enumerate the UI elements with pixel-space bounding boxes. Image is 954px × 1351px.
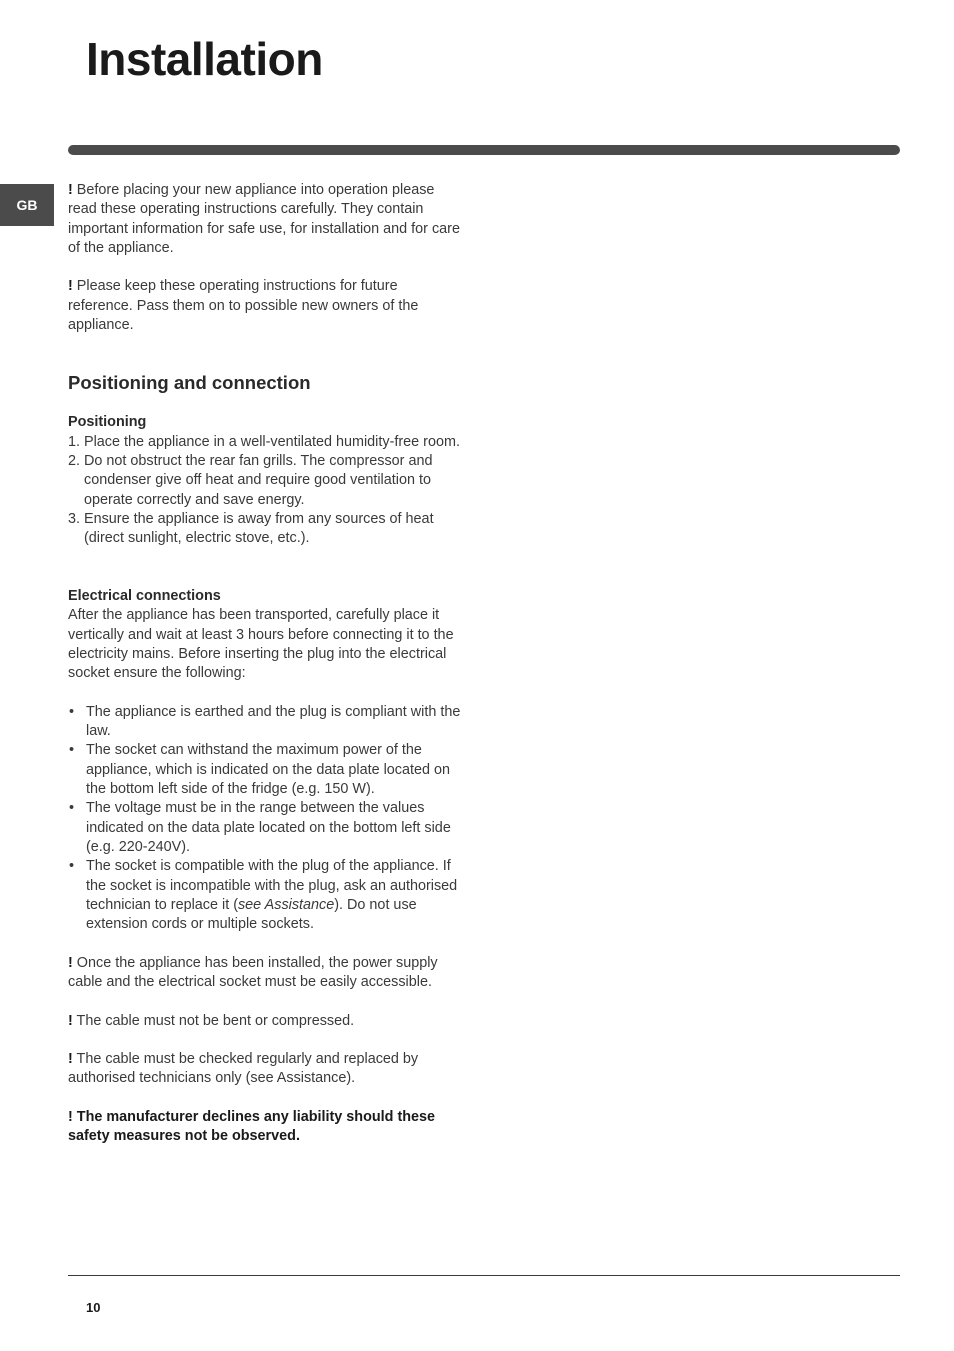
warning-note: ! The cable must be checked regularly and replaced by authorised technicians only (see Assistance). xyxy=(68,1051,419,1087)
bullet-icon: • xyxy=(69,800,75,817)
warning-note: ! Once the appliance has been installed, the power supply cable and the electrical socket must be easily accessible. xyxy=(68,954,438,990)
language-tab: GB xyxy=(0,184,54,226)
warning-note: ! The cable must not be bent or compressed. xyxy=(68,1012,355,1029)
section-title: Positioning and connection xyxy=(68,372,311,394)
electrical-checklist xyxy=(68,703,463,935)
subsection-title-positioning: Positioning xyxy=(68,414,147,431)
warning-mark: ! xyxy=(68,1109,73,1126)
intro-note-1: ! Before placing your new appliance into operation please read these operating instructions carefully. They contain important information for safe use, for installation and for care of the appliance. xyxy=(68,182,460,256)
warning-mark: ! xyxy=(68,1051,73,1068)
list-item: • The voltage must be in the range between the values indicated on the data plate located on the bottom left side (e.g. 220-240V). xyxy=(69,800,451,855)
see-assistance-reference: see Assistance xyxy=(237,896,335,913)
content-column xyxy=(68,181,463,1147)
liability-note: ! The manufacturer declines any liability should these safety measures not be observed. xyxy=(68,1109,436,1145)
warning-mark: ! xyxy=(68,954,73,971)
list-item: 3. Ensure the appliance is away from any sources of heat (direct sunlight, electric stove, etc.). xyxy=(68,510,434,547)
bullet-icon: • xyxy=(69,742,75,759)
intro-note-2: ! Please keep these operating instructions for future reference. Pass them on to possible new owners of the appliance. xyxy=(68,278,419,334)
page-title: Installation xyxy=(86,33,323,85)
title-divider xyxy=(68,145,900,155)
list-item: 2. Do not obstruct the rear fan grills. The compressor and condenser give off heat and require good ventilation to operate correctly and save energy. xyxy=(68,452,433,508)
list-item: • The socket can withstand the maximum power of the appliance, which is indicated on the data plate located on the bottom left side of the fridge (e.g. 150 W). xyxy=(69,742,451,798)
positioning-steps xyxy=(68,433,463,549)
warning-mark: ! xyxy=(68,278,73,295)
footer-divider xyxy=(68,1275,900,1276)
subsection-title-electrical: Electrical connections xyxy=(68,588,221,605)
list-item: • The socket is compatible with the plug of the appliance. If the socket is incompatible with the plug, ask an authorised technician to replace it (see Assistance). Do not use extension cords or multiple sockets. xyxy=(69,858,458,933)
bullet-icon: • xyxy=(69,703,75,720)
list-item: • The appliance is earthed and the plug is compliant with the law. xyxy=(69,703,461,740)
warning-mark: ! xyxy=(68,1012,73,1029)
list-item: 1. Place the appliance in a well-ventilated humidity-free room. xyxy=(68,433,460,450)
warning-mark: ! xyxy=(68,182,73,198)
electrical-intro: After the appliance has been transported, carefully place it vertically and wait at least 3 hours before connecting it to the electricity mains. Before inserting the plug into the electrical socket ensure the following: xyxy=(68,607,454,682)
bullet-icon: • xyxy=(69,858,75,875)
page-number: 10 xyxy=(86,1300,101,1315)
